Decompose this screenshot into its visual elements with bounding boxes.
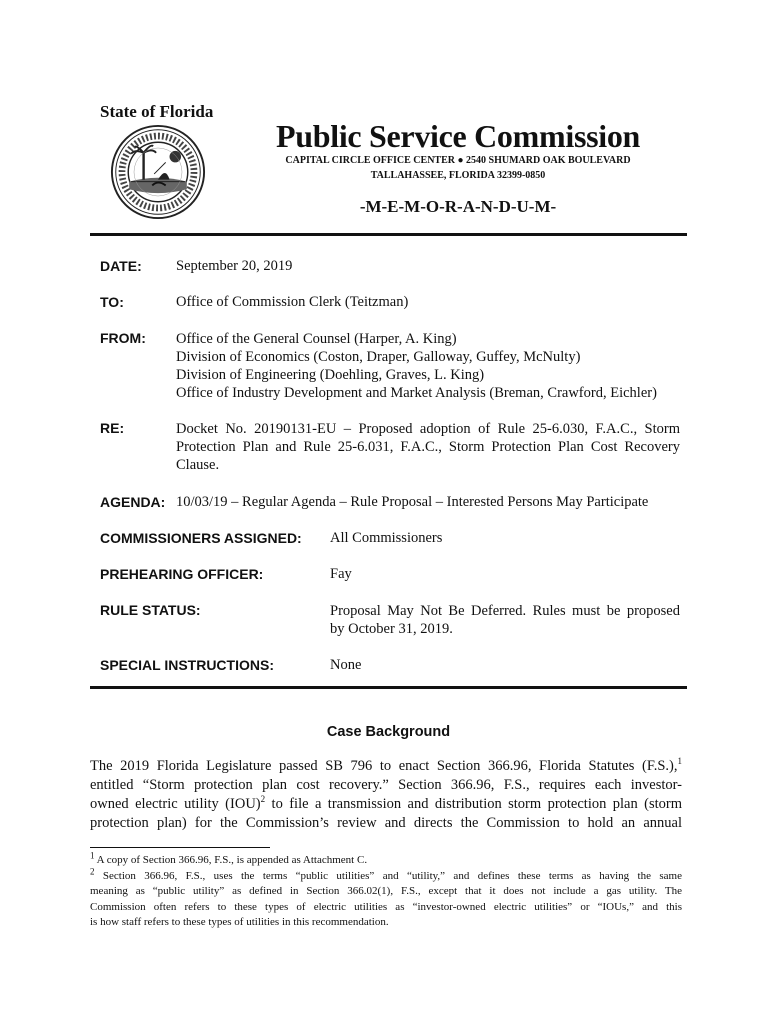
from-value: [176, 330, 657, 402]
prehearing-value: Fay: [330, 566, 352, 582]
re-line: Clause.: [176, 457, 220, 473]
footnote-1: [90, 850, 682, 869]
footnote-separator: [90, 847, 270, 848]
footnote-text: A copy of Section 366.96, F.S., is appended as Attachment C.: [96, 854, 368, 866]
to-value: Office of Commission Clerk (Teitzman): [176, 294, 409, 310]
paragraph-line: [90, 795, 682, 814]
paragraph-text: owned electric utility (IOU): [90, 796, 261, 812]
footnote-ref-1: 1: [677, 756, 682, 767]
rule-status-label: RULE STATUS:: [100, 602, 201, 618]
special-instructions-label: SPECIAL INSTRUCTIONS:: [100, 657, 274, 673]
footnote-number: 1: [90, 850, 95, 861]
rule-status-line: by October 31, 2019.: [330, 621, 453, 637]
footnote-2: [90, 865, 682, 885]
rule-status-line: Proposal May Not Be Deferred. Rules must be proposed: [330, 603, 680, 619]
header-divider: [90, 233, 687, 236]
footnotes: [90, 850, 682, 931]
to-label: TO:: [100, 294, 124, 310]
paragraph-line: protection plan) for the Commission’s review and directs the Commission to hold an annual: [90, 815, 682, 831]
prehearing-label: PREHEARING OFFICER:: [100, 566, 264, 582]
commissioners-value: All Commissioners: [330, 530, 443, 546]
state-label: State of Florida: [100, 102, 214, 121]
agenda-label: AGENDA:: [100, 494, 166, 510]
date-label: DATE:: [100, 258, 142, 274]
paragraph-text: The 2019 Florida Legislature passed SB 796 to enact Section 366.96, Florida Statutes (F.S.),: [90, 758, 678, 774]
footnote-text: Section 366.96, F.S., uses the terms “public utilities” and “utility,” and defines these terms as having the same: [102, 869, 682, 882]
from-line: Office of Industry Development and Market Analysis (Breman, Crawford, Eichler): [176, 385, 657, 401]
fields-divider: [90, 686, 687, 689]
footnote-number: 2: [90, 865, 95, 876]
from-line: Division of Economics (Coston, Draper, Galloway, Guffey, McNulty): [176, 349, 581, 365]
case-background-heading: Case Background: [326, 724, 451, 740]
commissioners-label: COMMISSIONERS ASSIGNED:: [100, 530, 302, 546]
from-line: Division of Engineering (Doehling, Graves, L. King): [176, 367, 485, 383]
agency-name: Public Service Commission: [276, 118, 641, 154]
rule-status-value: [330, 602, 680, 638]
paragraph-line: entitled “Storm protection plan cost recovery.” Section 366.96, F.S., requires each investor-: [90, 777, 682, 793]
re-line: Protection Plan and Rule 25-6.031, F.A.C., Storm Protection Plan Cost Recovery: [176, 439, 680, 455]
re-line: Docket No. 20190131-EU – Proposed adoption of Rule 25-6.030, F.A.C., Storm: [176, 421, 680, 437]
paragraph-text: to file a transmission and distribution storm protection plan (storm: [265, 796, 683, 812]
re-label: RE:: [100, 420, 125, 436]
address-line-2: TALLAHASSEE, FLORIDA 32399-0850: [370, 170, 546, 181]
memorandum-title: -M-E-M-O-R-A-N-D-U-M-: [359, 197, 557, 216]
from-line: Office of the General Counsel (Harper, A. King): [176, 331, 457, 347]
footnote-ref-2: 2: [260, 794, 266, 805]
case-background-paragraph: [90, 757, 682, 833]
date-value: September 20, 2019: [176, 258, 293, 274]
agenda-value: 10/03/19 – Regular Agenda – Rule Proposal – Interested Persons May Participate: [176, 494, 649, 510]
footnote-2-line: is how staff refers to these types of utilities in this recommendation.: [90, 916, 389, 928]
from-label: FROM:: [100, 330, 146, 346]
great-seal-of-florida-icon: [110, 124, 206, 220]
footnote-2-line: meaning as “public utility” as defined in Section 366.02(1), F.S., except that it does not include a gas utility. The: [90, 885, 682, 897]
address-line-1: CAPITAL CIRCLE OFFICE CENTER ● 2540 SHUMARD OAK BOULEVARD: [285, 155, 631, 166]
footnote-2-line: Commission often refers to these types of electric utilities as “investor-owned electric utilities” or “IOUs,” and this: [90, 900, 682, 913]
special-instructions-value: None: [330, 657, 362, 673]
paragraph-line: [90, 757, 682, 776]
re-value: [176, 420, 680, 474]
